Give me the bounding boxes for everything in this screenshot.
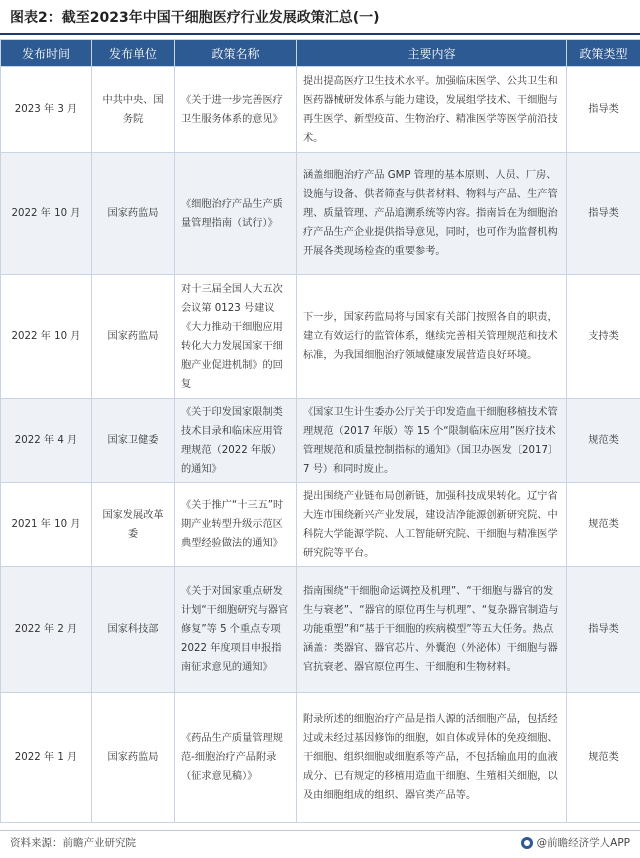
cell-content: 附录所述的细胞治疗产品是指人源的活细胞产品，包括经过或未经过基因修饰的细胞，如自体或异体的免疫细胞、干细胞、组织细胞或细胞系等产品，不包括输血用的血液成分、已有规定的移植用造血干细胞、生殖相关细胞，以及由细胞组成的组织、器官类产品等。 <box>297 693 567 823</box>
cell-date: 2022 年 2 月 <box>1 567 92 693</box>
table-row <box>1 275 640 399</box>
table-header-row <box>1 40 640 67</box>
column-header-content: 主要内容 <box>297 40 567 67</box>
cell-name: 《药品生产质量管理规范-细胞治疗产品附录（征求意见稿）》 <box>175 693 297 823</box>
column-header-name: 政策名称 <box>175 40 297 67</box>
cell-date: 2021 年 10 月 <box>1 483 92 567</box>
footer <box>0 830 640 855</box>
cell-date: 2022 年 10 月 <box>1 275 92 399</box>
policy-table <box>0 39 640 823</box>
table-row <box>1 153 640 275</box>
brand-label: @前瞻经济学人APP <box>536 837 630 849</box>
brand-logo-icon <box>521 837 533 849</box>
cell-content: 提出提高医疗卫生技术水平。加强临床医学、公共卫生和医药器械研发体系与能力建设，发展组学技术、干细胞与再生医学、新型疫苗、生物治疗、精准医学等医学前沿技术。 <box>297 67 567 153</box>
cell-unit: 国家发展改革委 <box>92 483 175 567</box>
cell-type: 指导类 <box>567 67 640 153</box>
cell-name: 《关于印发国家限制类技术目录和临床应用管理规范（2022 年版）的通知》 <box>175 399 297 483</box>
cell-unit: 国家卫健委 <box>92 399 175 483</box>
cell-date: 2022 年 10 月 <box>1 153 92 275</box>
cell-unit: 国家科技部 <box>92 567 175 693</box>
cell-name: 《关于对国家重点研发计划“干细胞研究与器官修复”等 5 个重点专项 2022 年度项目申报指南征求意见的通知》 <box>175 567 297 693</box>
cell-type: 规范类 <box>567 399 640 483</box>
column-header-date: 发布时间 <box>1 40 92 67</box>
cell-type: 支持类 <box>567 275 640 399</box>
cell-unit: 中共中央、国务院 <box>92 67 175 153</box>
table-row <box>1 693 640 823</box>
cell-content: 涵盖细胞治疗产品 GMP 管理的基本原则、人员、厂房、设施与设备、供者筛查与供者材料、物料与产品、生产管理、质量管理、产品追溯系统等内容。指南旨在为细胞治疗产品生产企业提供指导意见，同时，也可作为监督机构开展各类现场检查的重要参考。 <box>297 153 567 275</box>
cell-date: 2023 年 3 月 <box>1 67 92 153</box>
title-divider <box>0 33 640 35</box>
cell-date: 2022 年 1 月 <box>1 693 92 823</box>
cell-name: 《关于进一步完善医疗卫生服务体系的意见》 <box>175 67 297 153</box>
cell-content: 指南围绕“干细胞命运调控及机理”、“干细胞与器官的发生与衰老”、“器官的原位再生与机理”、“复杂器官制造与功能重塑”和“基于干细胞的疾病模型”等五大任务。热点涵盖：类器官、器官芯片、外囊泡（外泌体）干细胞与器官抗衰老、器官原位再生、干细胞和生物材料。 <box>297 567 567 693</box>
cell-unit: 国家药监局 <box>92 275 175 399</box>
cell-name: 《细胞治疗产品生产质量管理指南（试行）》 <box>175 153 297 275</box>
cell-type: 指导类 <box>567 153 640 275</box>
table-row <box>1 399 640 483</box>
cell-content: 《国家卫生计生委办公厅关于印发造血干细胞移植技术管理规范（2017 年版）等 15 个“限制临床应用”医疗技术管理规范和质量控制指标的通知》（国卫办医发〔2017〕7 号）和同时废止。 <box>297 399 567 483</box>
table-row <box>1 483 640 567</box>
cell-date: 2022 年 4 月 <box>1 399 92 483</box>
brand-credit <box>521 835 630 850</box>
page-title: 图表2：截至2023年中国干细胞医疗行业发展政策汇总(一) <box>10 10 380 26</box>
column-header-unit: 发布单位 <box>92 40 175 67</box>
column-header-type: 政策类型 <box>567 40 640 67</box>
table-row <box>1 567 640 693</box>
source-note: 资料来源：前瞻产业研究院 <box>10 837 136 849</box>
cell-name: 对十三届全国人大五次会议第 0123 号建议《大力推动干细胞应用转化大力发展国家干细胞产业促进机制》的回复 <box>175 275 297 399</box>
cell-name: 《关于推广“十三五”时期产业转型升级示范区典型经验做法的通知》 <box>175 483 297 567</box>
cell-unit: 国家药监局 <box>92 693 175 823</box>
cell-content: 提出围绕产业链布局创新链，加强科技成果转化。辽宁省大连市围绕新兴产业发展，建设洁净能源创新研究院、中科院大学能源学院、人工智能研究院、干细胞与精准医学研究院等平台。 <box>297 483 567 567</box>
cell-type: 规范类 <box>567 693 640 823</box>
cell-type: 指导类 <box>567 567 640 693</box>
table-row <box>1 67 640 153</box>
cell-content: 下一步，国家药监局将与国家有关部门按照各自的职责，建立有效运行的监管体系，继续完善相关管理规范和技术标准，为我国细胞治疗领域健康发展营造良好环境。 <box>297 275 567 399</box>
cell-unit: 国家药监局 <box>92 153 175 275</box>
cell-type: 规范类 <box>567 483 640 567</box>
